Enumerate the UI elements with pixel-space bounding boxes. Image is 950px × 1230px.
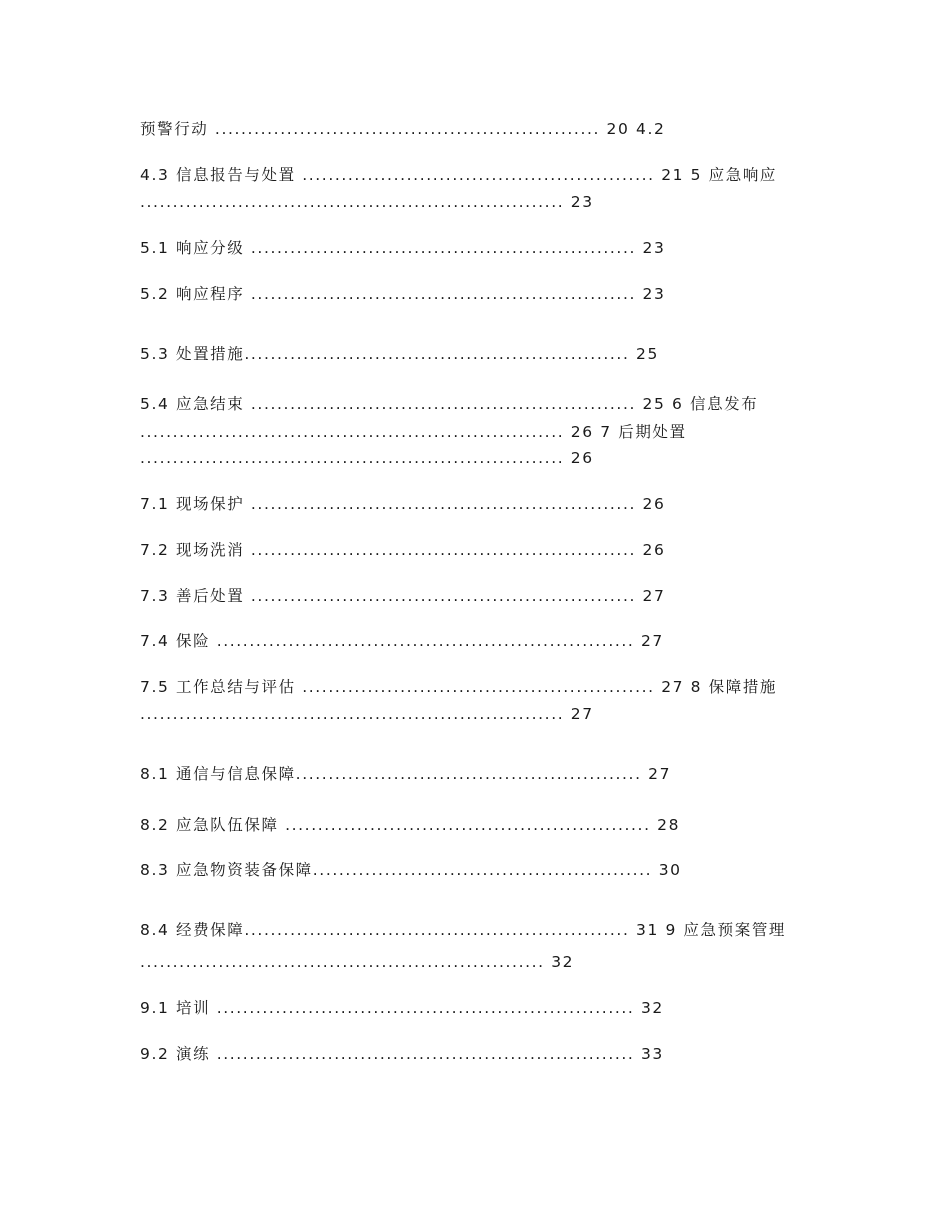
toc-line-8-3: 8.3 应急物资装备保障.................................................... 30 [140, 861, 682, 879]
toc-line-5-1: 5.1 响应分级 ........................................................... 23 [140, 239, 666, 257]
toc-line-4-3: 4.3 信息报告与处置 ...................................................... 21 5 应急响应 [140, 166, 778, 184]
toc-line-9-2: 9.2 演练 ................................................................ 33 [140, 1045, 664, 1063]
toc-line-4-3-cont: ................................................................. 23 [140, 193, 594, 211]
toc-line-9-1: 9.1 培训 ................................................................ 32 [140, 999, 664, 1017]
toc-line-8-2: 8.2 应急队伍保障 ........................................................ 28 [140, 816, 681, 834]
toc-line-8-1: 8.1 通信与信息保障..................................................... 27 [140, 765, 672, 783]
toc-line-5-2: 5.2 响应程序 ........................................................... 23 [140, 285, 666, 303]
toc-line-7-4: 7.4 保险 ................................................................ 27 [140, 632, 664, 650]
toc-line-6: ................................................................. 26 7 后期处置 [140, 423, 687, 441]
toc-line-7: ................................................................. 26 [140, 449, 594, 467]
toc-line-5-4: 5.4 应急结束 ........................................................... 25 6 信息发布 [140, 395, 759, 413]
toc-line-7-1: 7.1 现场保护 ........................................................... 26 [140, 495, 666, 513]
toc-line-5-3: 5.3 处置措施........................................................... 25 [140, 345, 659, 363]
toc-line-warning-action: 预警行动 ........................................................... 20 4.2 [140, 120, 666, 138]
toc-line-7-2: 7.2 现场洗消 ........................................................... 26 [140, 541, 666, 559]
toc-line-9: .............................................................. 32 [140, 953, 575, 971]
toc-line-7-3: 7.3 善后处置 ........................................................... 27 [140, 587, 666, 605]
toc-line-8-4: 8.4 经费保障........................................................... 31 9 应急预案管理 [140, 921, 787, 939]
toc-line-8: ................................................................. 27 [140, 705, 594, 723]
toc-line-7-5: 7.5 工作总结与评估 ...................................................... 27 8 保障措施 [140, 678, 778, 696]
